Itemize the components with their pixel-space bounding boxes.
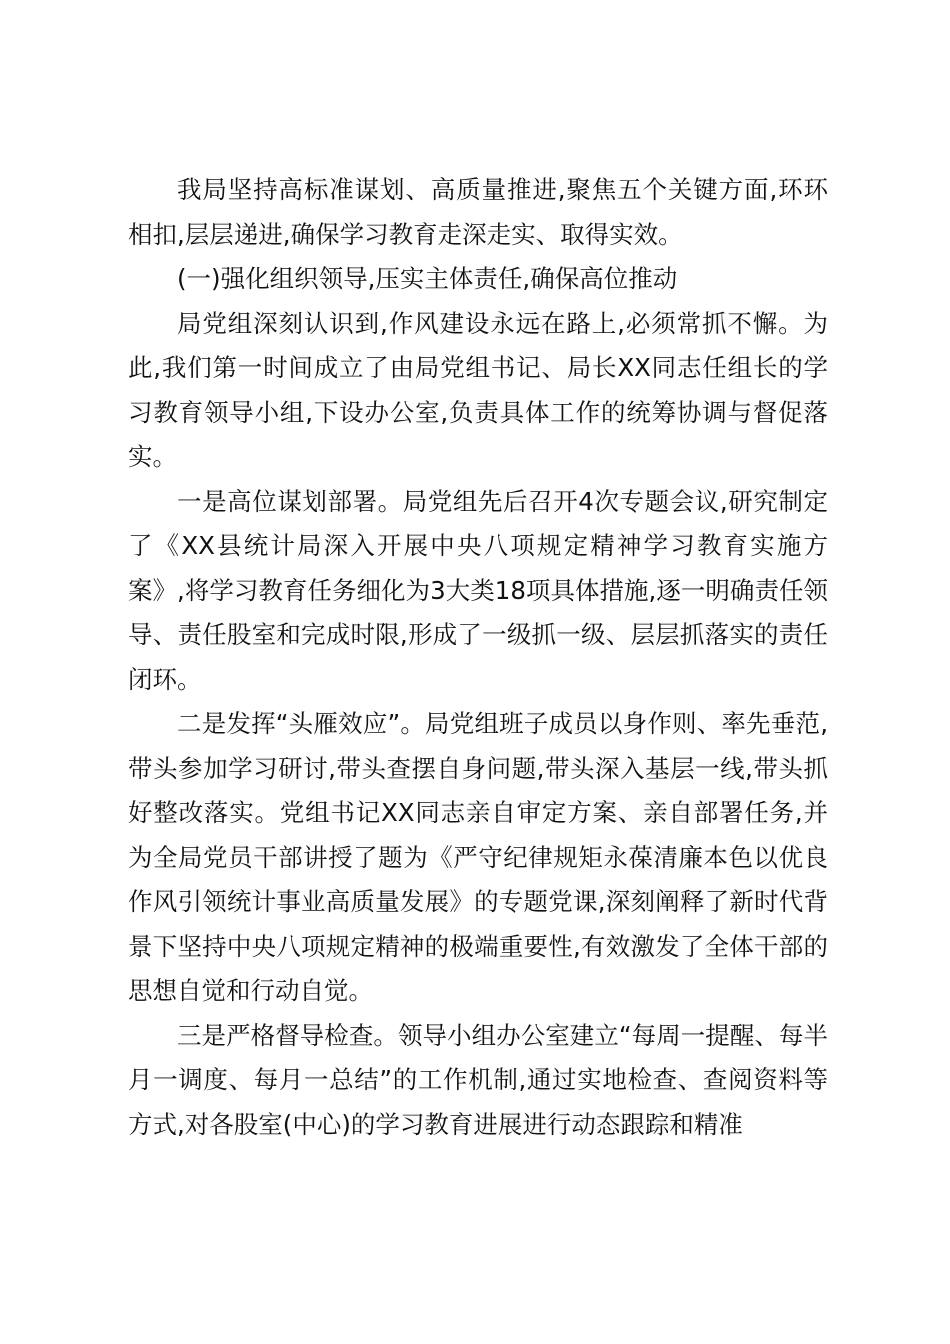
body-paragraph: 三是严格督导检查。领导小组办公室建立“每周一提醒、每半月一调度、每月一总结”的工作机制,通过实地检查、查阅资料等方式,对各股室(中心)的学习教育进展进行动态跟踪和精准 <box>128 1020 828 1139</box>
section-heading: (一)强化组织领导,压实主体责任,确保高位推动 <box>177 264 678 293</box>
body-paragraph: 二是发挥“头雁效应”。局党组班子成员以身作则、率先垂范,带头参加学习研讨,带头查摆自身问题,带头深入基层一线,带头抓好整改落实。党组书记XX同志亲自审定方案、亲自部署任务,并为全局党员干部讲授了题为《严守纪律规矩永葆清廉本色以优良作风引领统计事业高质量发展》的专题党课,深刻阐释了新时代背景下坚持中央八项规定精神的极端重要性,有效激发了全体干部的思想自觉和行动自觉。 <box>128 709 828 1005</box>
body-paragraph: 局党组深刻认识到,作风建设永远在路上,必须常抓不懈。为此,我们第一时间成立了由局党组书记、局长XX同志任组长的学习教育领导小组,下设办公室,负责具体工作的统筹协调与督促落实。 <box>128 308 828 471</box>
intro-paragraph: 我局坚持高标准谋划、高质量推进,聚焦五个关键方面,环环相扣,层层递进,确保学习教育走深走实、取得实效。 <box>128 175 828 249</box>
document-body <box>128 168 828 1147</box>
body-paragraph: 一是高位谋划部署。局党组先后召开4次专题会议,研究制定了《XX县统计局深入开展中央八项规定精神学习教育实施方案》,将学习教育任务细化为3大类18项具体措施,逐一明确责任领导、责任股室和完成时限,形成了一级抓一级、层层抓落实的责任闭环。 <box>128 486 828 694</box>
